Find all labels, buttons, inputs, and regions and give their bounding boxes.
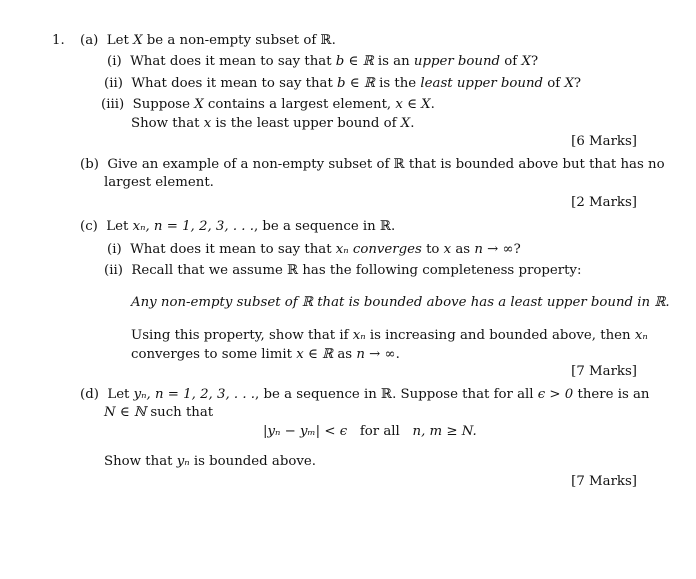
part-b-line1: (b) Give an example of a non-empty subset of ℝ that is bounded above but that has no [80,157,665,172]
part-a-i: (i) What does it mean to say that b ∈ ℝ is an upper bound of X? [107,54,539,69]
part-c-marks: [7 Marks] [571,364,637,379]
part-c-using-line1: Using this property, show that if xₙ is increasing and bounded above, then xₙ [131,328,648,343]
part-a-show: Show that x is the least upper bound of X. [131,116,415,131]
part-b-line2: largest element. [104,175,214,190]
completeness-property: Any non-empty subset of ℝ that is bounded above has a least upper bound in ℝ. [131,295,670,310]
part-c-intro: (c) Let xₙ, n = 1, 2, 3, . . ., be a sequence in ℝ. [80,219,396,234]
part-a-intro: (a) Let X be a non-empty subset of ℝ. [80,33,336,48]
part-d-marks: [7 Marks] [571,474,637,489]
part-a-iii: (iii) Suppose X contains a largest element, x ∈ X. [101,97,435,112]
part-c-i: (i) What does it mean to say that xₙ converges to x as n → ∞? [107,242,521,257]
part-d-line2: N ∈ ℕ such that [104,405,214,420]
question-number: 1. [52,33,65,48]
part-b-marks: [2 Marks] [571,195,637,210]
part-d-line1: (d) Let yₙ, n = 1, 2, 3, . . ., be a sequence in ℝ. Suppose that for all ϵ > 0 there is an [80,387,650,402]
part-d-show: Show that yₙ is bounded above. [104,454,316,469]
part-d-display-equation: |yₙ − yₘ| < ϵ for all n, m ≥ N. [263,424,477,439]
part-a-marks: [6 Marks] [571,134,637,149]
part-c-ii: (ii) Recall that we assume ℝ has the following completeness property: [104,263,582,278]
part-a-ii: (ii) What does it mean to say that b ∈ ℝ is the least upper bound of X? [104,76,582,91]
part-c-using-line2: converges to some limit x ∈ ℝ as n → ∞. [131,347,400,362]
